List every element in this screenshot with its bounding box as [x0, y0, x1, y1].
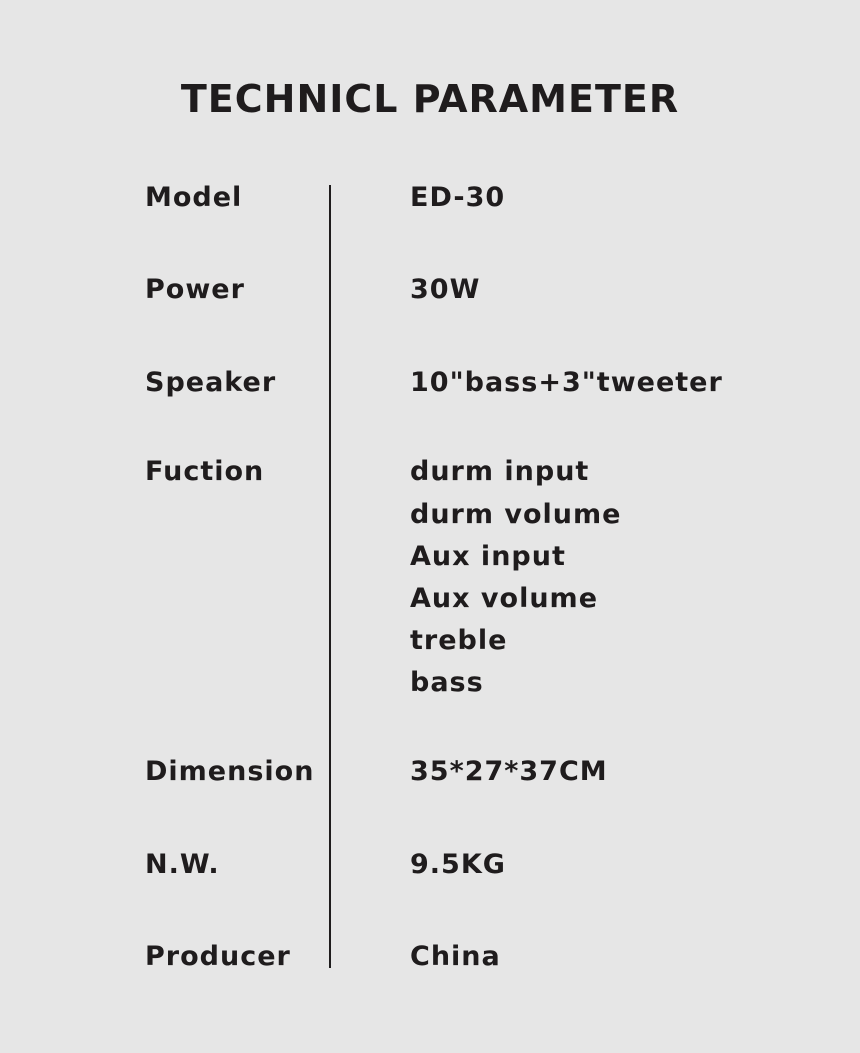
param-label-producer: Producer	[145, 941, 291, 972]
function-item: bass	[410, 667, 484, 698]
param-value-model: ED-30	[410, 182, 506, 213]
function-item: treble	[410, 625, 508, 656]
param-value-producer: China	[410, 941, 501, 972]
page-title: TECHNICL PARAMETER	[180, 77, 680, 121]
function-item: durm volume	[410, 499, 622, 530]
function-item: Aux input	[410, 541, 566, 572]
param-value-net-weight: 9.5KG	[410, 849, 506, 880]
param-label-net-weight: N.W.	[145, 849, 220, 880]
param-label-model: Model	[145, 182, 243, 213]
function-item: durm input	[410, 456, 590, 487]
function-item: Aux volume	[410, 583, 599, 614]
param-value-dimension: 35*27*37CM	[410, 756, 608, 787]
param-label-function: Fuction	[145, 456, 265, 487]
param-value-speaker: 10"bass+3"tweeter	[410, 367, 723, 398]
vertical-divider	[329, 185, 331, 968]
param-label-speaker: Speaker	[145, 367, 277, 398]
param-label-power: Power	[145, 274, 245, 305]
param-label-dimension: Dimension	[145, 756, 315, 787]
param-value-power: 30W	[410, 274, 481, 305]
